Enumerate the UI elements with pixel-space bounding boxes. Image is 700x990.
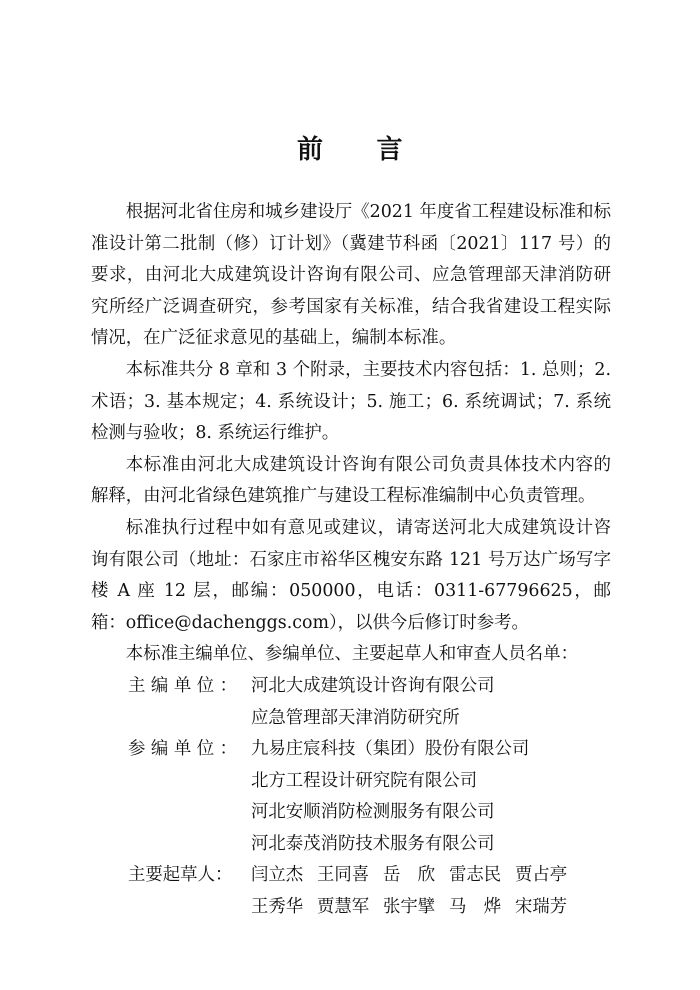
drafters-line [251, 892, 611, 924]
paragraph-interpretation: 本标准由河北大成建筑设计咨询有限公司负责具体技术内容的解释，由河北省绿色建筑推广与建设工程标准编制中心负责管理。 [91, 454, 611, 507]
chief-units-row [91, 671, 611, 734]
page-title: 前 言 [296, 135, 403, 165]
participating-units-list [251, 734, 611, 860]
paragraph-contents: 本标准共分 8 章和 3 个附录，主要技术内容包括：1. 总则；2. 术语；3. 基本规定；4. 系统设计；5. 施工；6. 系统调试；7. 系统检测与验收；8. 系统运行维护。 [91, 359, 611, 444]
participating-unit-name: 北方工程设计研究院有限公司 [251, 770, 478, 791]
drafter-name: 贾慧军 [317, 897, 370, 918]
drafters-line [251, 860, 611, 892]
chief-units-label: 主 编 单 位 ： [128, 675, 238, 696]
paragraph-basis: 根据河北省住房和城乡建设厅《2021 年度省工程建设标准和标准设计第二批制（修）订计划》（冀建节科函〔2021〕117 号）的要求，由河北大成建筑设计咨询有限公司、应急管理部天津消防研究所经广泛调查研究，参考国家有关标准，结合我省建设工程实际情况，在广泛征求意见的基础上，编制本标准。 [91, 202, 611, 349]
drafter-name: 雷志民 [449, 865, 502, 886]
main-drafters-row [91, 860, 611, 923]
participating-unit-name: 河北泰茂消防技术服务有限公司 [251, 833, 495, 854]
participating-unit-name: 河北安顺消防检测服务有限公司 [251, 802, 495, 823]
drafter-name: 马 烨 [449, 897, 502, 918]
paragraph-roster-intro: 本标准主编单位、参编单位、主要起草人和审查人员名单： [125, 644, 578, 665]
drafter-name: 贾占亭 [515, 865, 568, 886]
drafter-name: 王秀华 [251, 897, 304, 918]
chief-unit-name: 应急管理部天津消防研究所 [251, 707, 460, 728]
drafter-name: 闫立杰 [251, 865, 304, 886]
chief-unit-name: 河北大成建筑设计咨询有限公司 [251, 675, 495, 696]
drafter-name: 宋瑞芳 [515, 897, 568, 918]
participating-units-row [91, 734, 611, 860]
main-drafters-list [251, 860, 611, 923]
chief-units-list [251, 671, 611, 734]
drafter-name: 张宇擘 [383, 897, 436, 918]
roster [91, 671, 611, 924]
paragraph-feedback: 标准执行过程中如有意见或建议，请寄送河北大成建筑设计咨询有限公司（地址：石家庄市裕华区槐安东路 121 号万达广场写字楼 A 座 12 层，邮编：050000，电话：0311-67796625，邮箱：office@dachenggs.com），以供今后修订时参考。 [91, 517, 611, 633]
participating-units-label: 参 编 单 位 ： [128, 739, 238, 760]
participating-unit-name: 九易庄宸科技（集团）股份有限公司 [251, 739, 530, 760]
drafter-name: 岳 欣 [383, 865, 436, 886]
drafter-name: 王同喜 [317, 865, 370, 886]
preface-body [91, 197, 611, 924]
main-drafters-label: 主要起草人： [128, 865, 233, 886]
